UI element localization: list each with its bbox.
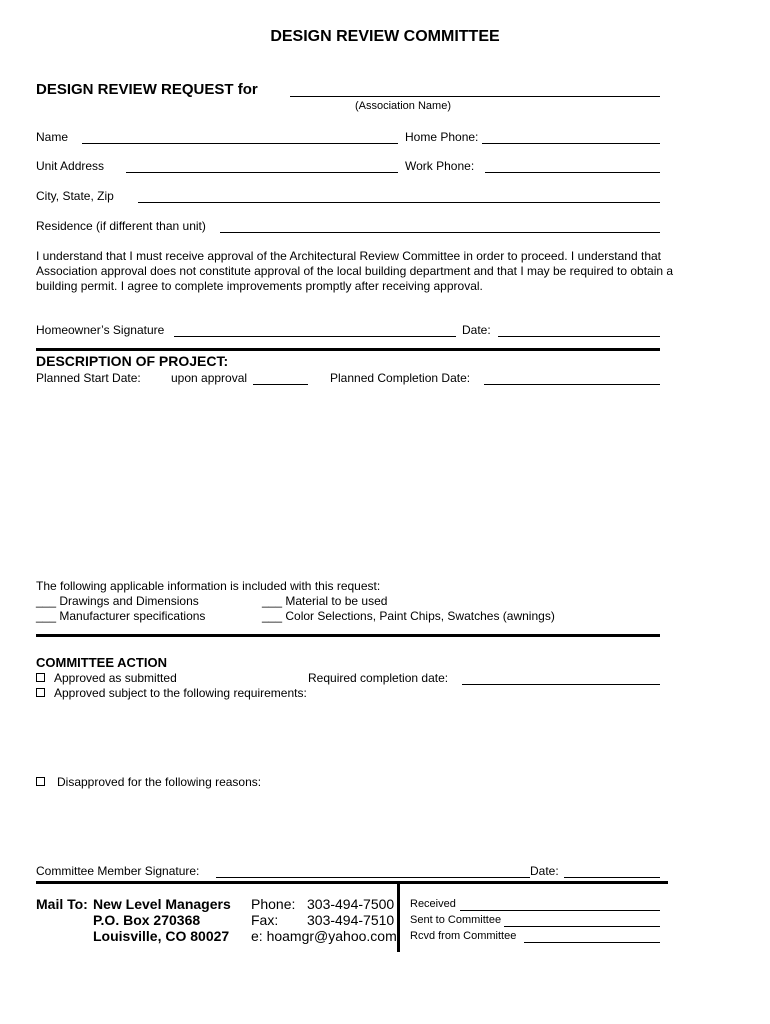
checklist-item[interactable]: ___ Manufacturer specifications: [36, 609, 206, 623]
section-divider: [36, 881, 668, 884]
work-phone-field[interactable]: [485, 172, 660, 173]
vertical-divider: [397, 884, 400, 952]
approved-option[interactable]: [36, 671, 177, 685]
checklist-item[interactable]: ___ Drawings and Dimensions: [36, 594, 199, 608]
statement-line-2: Association approval does not constitute approval of the local building department and that I may be required to obtain a: [36, 264, 674, 278]
residence-field[interactable]: [220, 232, 660, 233]
sent-label: Sent to Committee: [410, 914, 502, 926]
project-description-area[interactable]: [36, 392, 660, 572]
approved-label: Approved as submitted: [54, 671, 177, 685]
statement-line-1: I understand that I must receive approval of the Architectural Review Committee in order to proceed. I understand that: [36, 249, 661, 263]
homeowner-signature-label: Homeowner’s Signature: [36, 323, 165, 337]
committee-date-field[interactable]: [564, 877, 660, 878]
committee-heading: COMMITTEE ACTION: [36, 655, 167, 670]
committee-signature-field[interactable]: [216, 877, 530, 878]
disapproved-label: Disapproved for the following reasons:: [57, 775, 262, 789]
rcvd-field[interactable]: [524, 942, 660, 943]
received-field[interactable]: [460, 910, 660, 911]
committee-date-label: Date:: [530, 864, 559, 878]
fax-number: 303-494-7510: [307, 912, 395, 928]
statement-line-3: building permit. I agree to complete improvements promptly after receiving approval.: [36, 279, 483, 293]
fax-label: Fax:: [251, 912, 279, 928]
association-caption: (Association Name): [355, 100, 451, 112]
checkbox-icon[interactable]: [36, 777, 45, 786]
completion-date-field[interactable]: [484, 384, 660, 385]
city-state-zip-field[interactable]: [138, 202, 660, 203]
homeowner-date-field[interactable]: [498, 336, 660, 337]
required-date-label: Required completion date:: [308, 671, 449, 685]
phone-number: 303-494-7500: [307, 896, 395, 912]
section-divider: [36, 634, 660, 637]
association-name-field[interactable]: [290, 96, 660, 97]
homeowner-signature-field[interactable]: [174, 336, 456, 337]
unit-address-label: Unit Address: [36, 159, 105, 173]
start-date-value: upon approval: [171, 371, 248, 385]
city-state-zip-label: City, State, Zip: [36, 189, 114, 203]
mail-city: Louisville, CO 80027: [93, 928, 230, 944]
project-heading: DESCRIPTION OF PROJECT:: [36, 353, 229, 369]
received-label: Received: [410, 898, 456, 910]
checklist-item[interactable]: ___ Color Selections, Paint Chips, Swatches (awnings): [262, 609, 555, 623]
checkbox-icon[interactable]: [36, 673, 45, 682]
unit-address-field[interactable]: [126, 172, 398, 173]
home-phone-field[interactable]: [482, 143, 660, 144]
start-date-label: Planned Start Date:: [36, 371, 141, 385]
name-field[interactable]: [82, 143, 398, 144]
homeowner-date-label: Date:: [462, 323, 491, 337]
request-heading: DESIGN REVIEW REQUEST for: [36, 81, 258, 98]
committee-signature-label: Committee Member Signature:: [36, 864, 200, 878]
name-label: Name: [36, 130, 69, 144]
page-title: DESIGN REVIEW COMMITTEE: [270, 28, 500, 45]
residence-label: Residence (if different than unit): [36, 219, 206, 233]
completion-date-label: Planned Completion Date:: [330, 371, 471, 385]
mail-box: P.O. Box 270368: [93, 912, 201, 928]
included-intro: The following applicable information is included with this request:: [36, 579, 381, 593]
phone-label: Phone:: [251, 896, 296, 912]
work-phone-label: Work Phone:: [405, 159, 475, 173]
home-phone-label: Home Phone:: [405, 130, 479, 144]
disapproved-option[interactable]: [36, 775, 261, 789]
approved-subject-label: Approved subject to the following requirements:: [54, 686, 307, 700]
checkbox-icon[interactable]: [36, 688, 45, 697]
email-address[interactable]: e: hoamgr@yahoo.com: [251, 928, 397, 944]
start-date-field[interactable]: [253, 384, 308, 385]
required-date-field[interactable]: [462, 684, 660, 685]
approved-subject-option[interactable]: [36, 686, 307, 700]
checklist-item[interactable]: ___ Material to be used: [262, 594, 388, 608]
section-divider: [36, 348, 660, 351]
rcvd-label: Rcvd from Committee: [410, 930, 517, 942]
mail-to-label: Mail To:: [36, 896, 88, 912]
sent-field[interactable]: [504, 926, 660, 927]
mail-name: New Level Managers: [93, 896, 231, 912]
